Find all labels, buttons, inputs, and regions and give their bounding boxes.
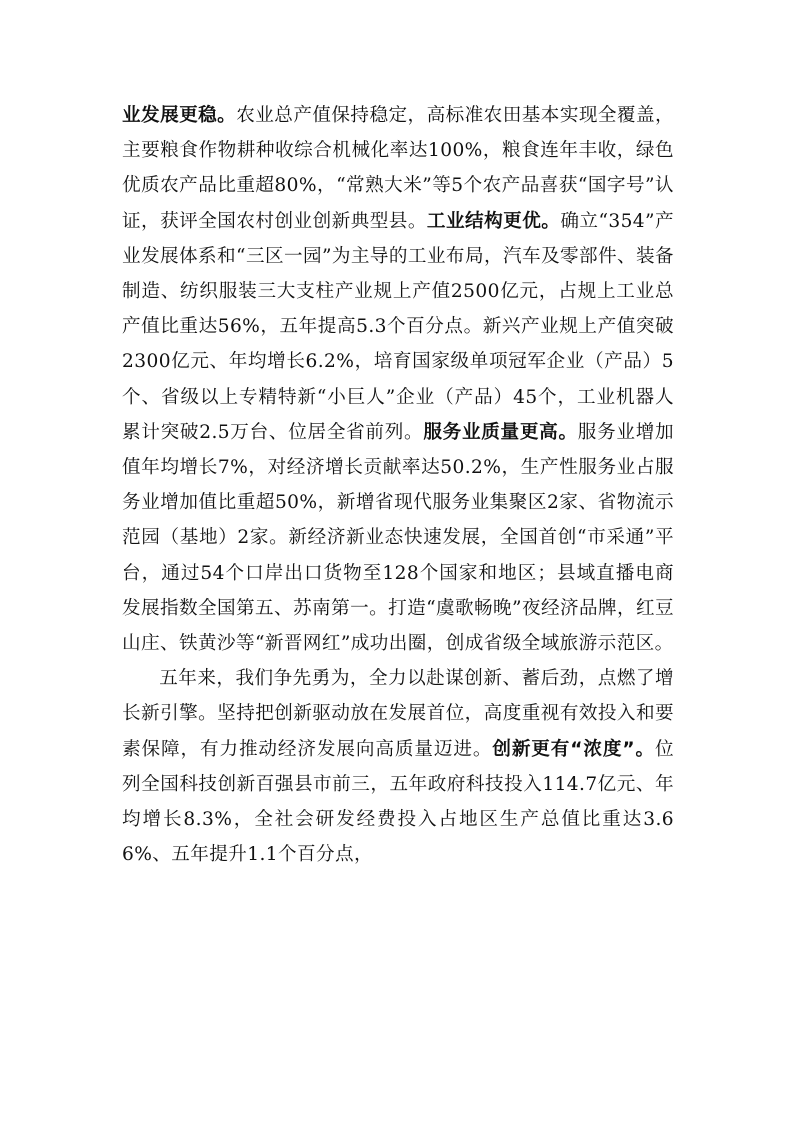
agriculture-text: 农业总产值保持稳定，高标准农田基本实现全覆盖，主要粮食作物耕种收综合机械化率达100%，粮食连年丰收，绿色优质农产品比重超80%，“常熟大米”等5个农产品喜获“国字号”认证，获评全国农村创业创新典型县。 — [122, 105, 674, 232]
body-text — [122, 98, 674, 872]
paragraph-2 — [122, 661, 674, 872]
paragraph-1 — [122, 98, 674, 661]
heading-innovation: 创新更有“浓度”。 — [492, 738, 655, 760]
innovation-text: 位列全国科技创新百强县市前三，五年政府科技投入114.7亿元、年均增长8.3%，全社会研发经费投入占地区生产总值比重达3.66%、五年提升1.1个百分点， — [122, 738, 674, 866]
heading-industry: 工业结构更优。 — [426, 210, 561, 232]
heading-services: 服务业质量更高。 — [423, 421, 578, 443]
industry-text: 确立“354”产业发展体系和“三区一园”为主导的工业布局，汽车及零部件、装备制造、纺织服装三大支柱产业规上产值2500亿元，占规上工业总产值比重达56%，五年提高5.3个百分点。新兴产业规上产值突破2300亿元、年均增长6.2%，培育国家级单项冠军企业（产品）5个、省级以上专精特新“小巨人”企业（产品）45个，工业机器人累计突破2.5万台、位居全省前列。 — [122, 210, 675, 443]
five-years-text: 五年来，我们争先勇为，全力以赴谋创新、蓄后劲，点燃了增长新引擎。坚持把创新驱动放在发展首位，高度重视有效投入和要素保障，有力推动经济发展向高质量迈进。 — [122, 668, 674, 760]
services-text: 服务业增加值年均增长7%，对经济增长贡献率达50.2%，生产性服务业占服务业增加值比重超50%，新增省现代服务业集聚区2家、省物流示范园（基地）2家。新经济新业态快速发展，全国首创“市采通”平台，通过54个口岸出口货物至128个国家和地区；县域直播电商发展指数全国第五、苏南第一。打造“虞歌畅晚”夜经济品牌，红豆山庄、铁黄沙等“新晋网红”成功出圈，创成省级全域旅游示范区。 — [122, 421, 674, 655]
heading-agriculture: 业发展更稳。 — [122, 105, 237, 126]
